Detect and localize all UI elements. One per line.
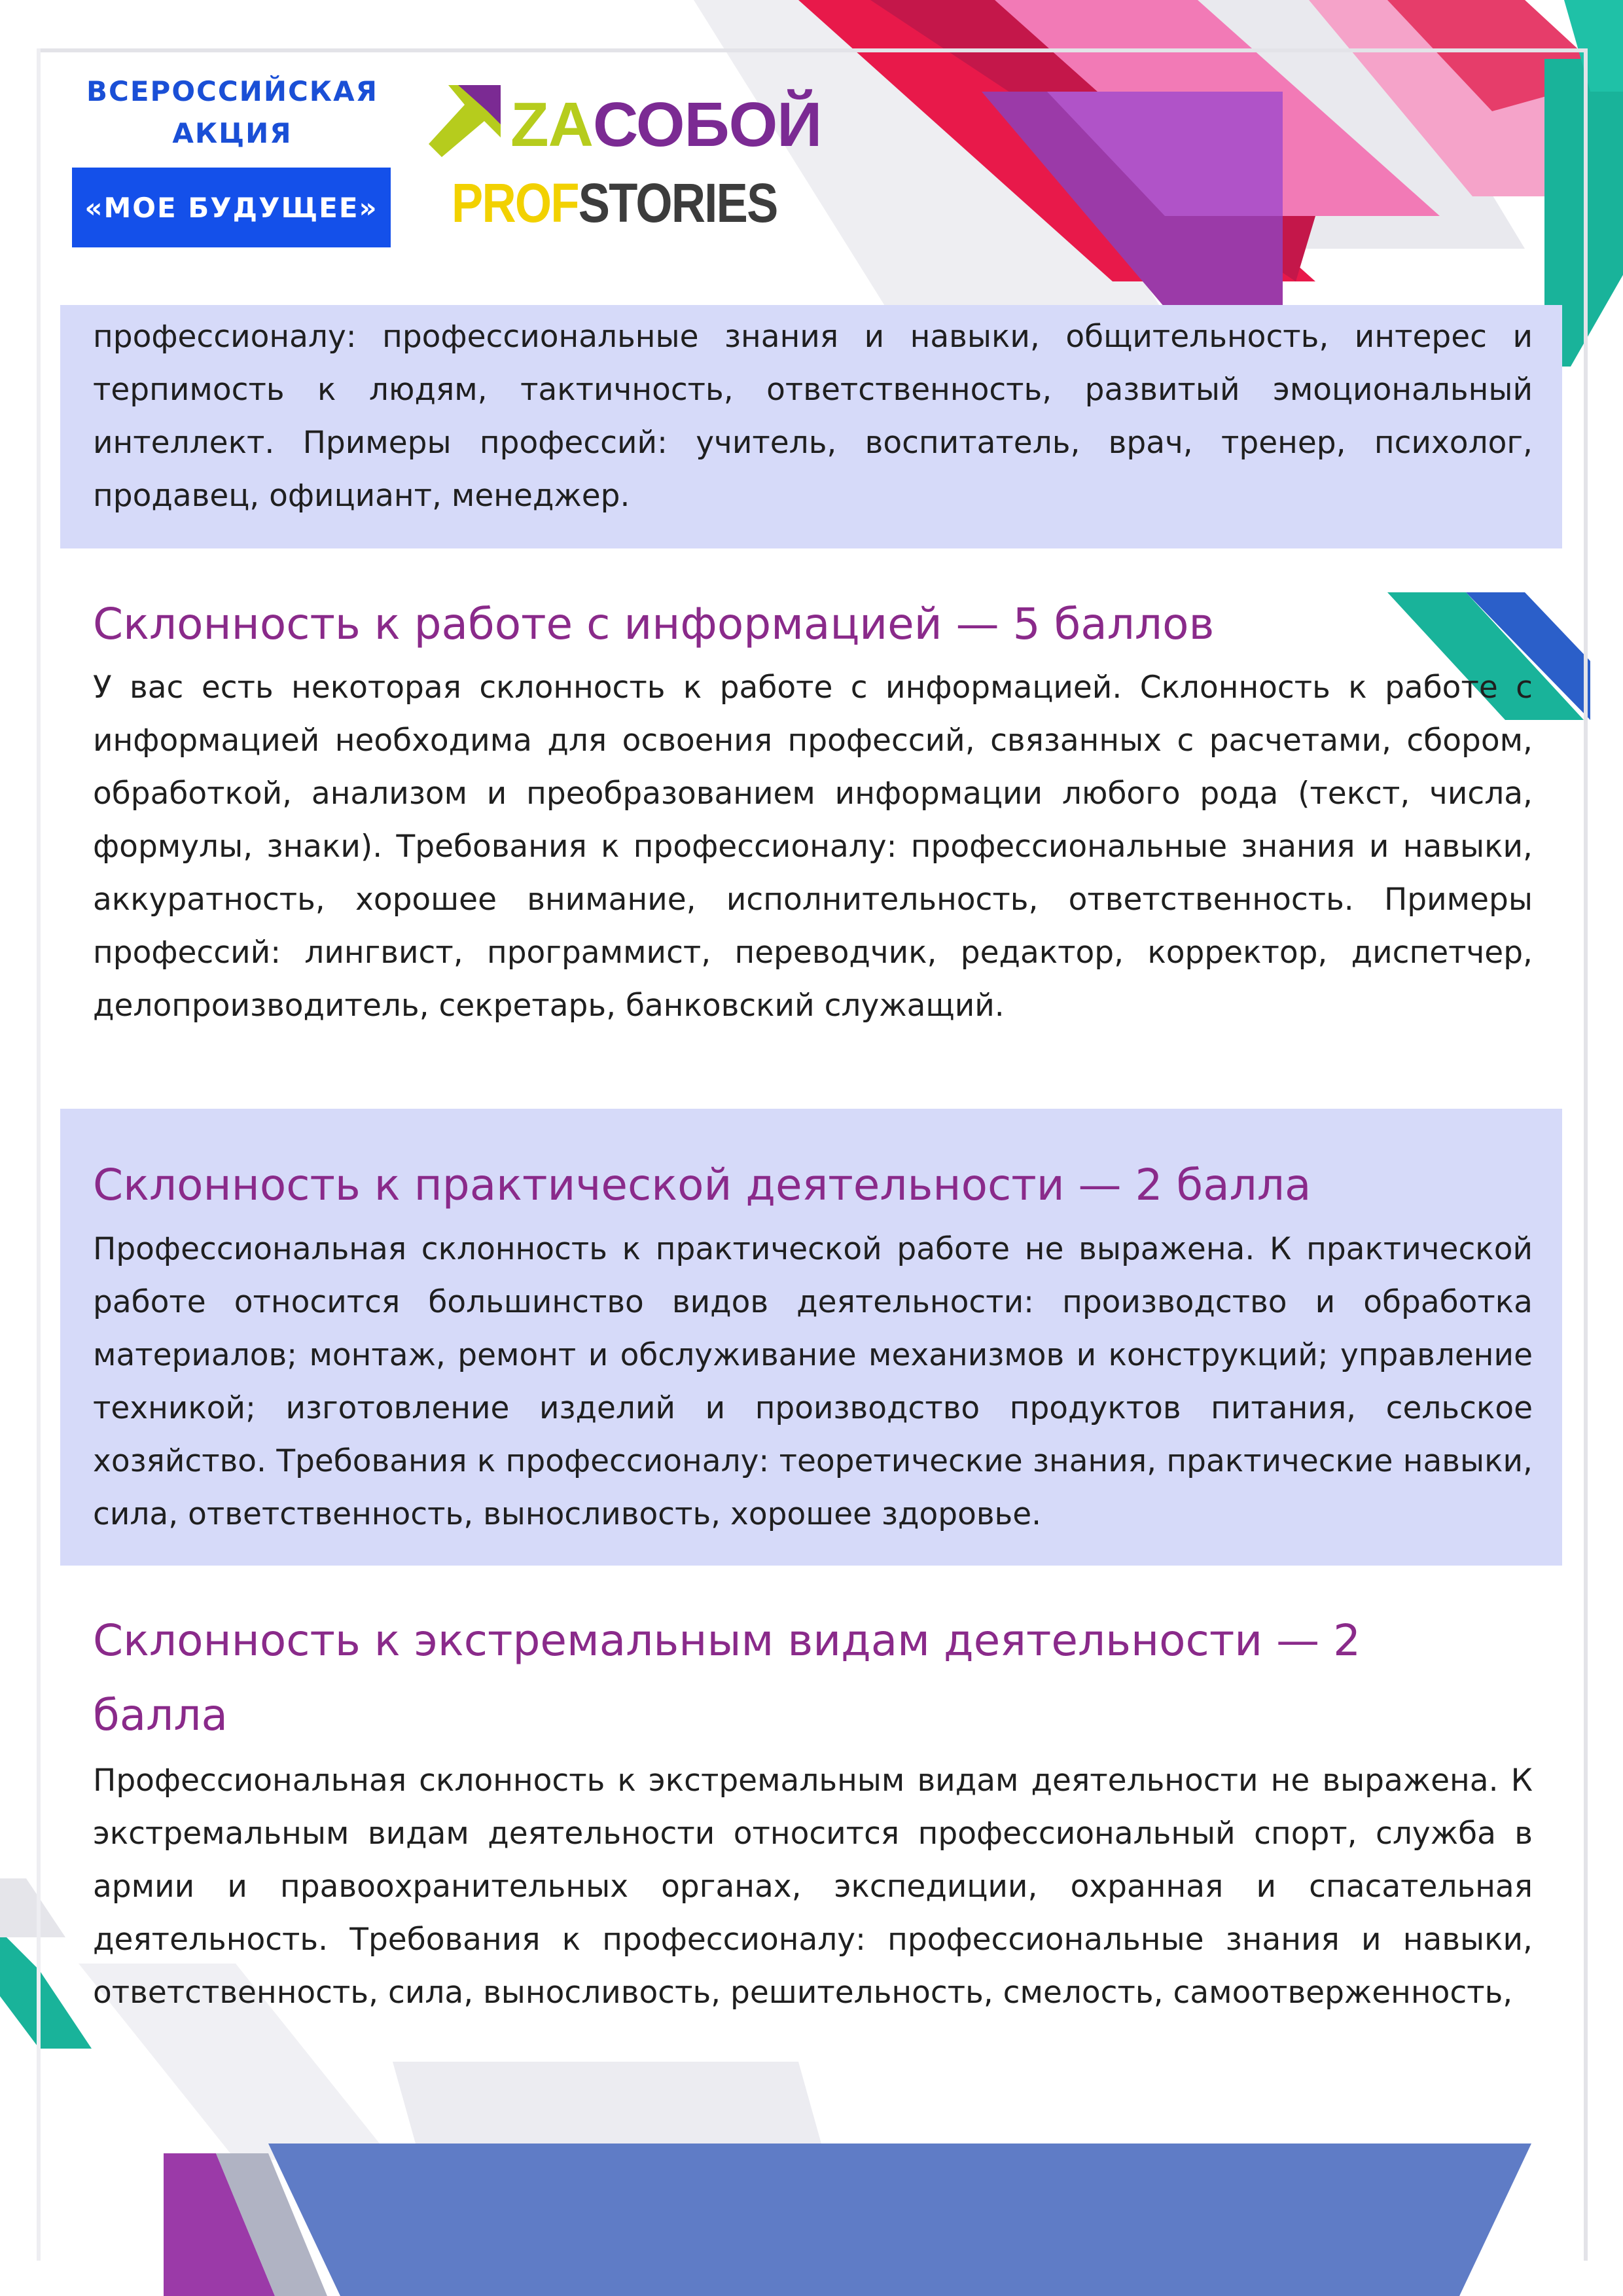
practical-heading: Склонность к практической деятельности — 2 балла: [93, 1160, 1311, 1210]
campaign-title-line2: АКЦИЯ: [172, 117, 293, 149]
brand-profstories: [452, 170, 777, 236]
brand-stories: STORIES: [578, 172, 777, 234]
brand-logo: [429, 79, 822, 242]
brand-zacoboi: [510, 89, 821, 161]
extreme-heading: Склонность к экстремальным видам деятельности — 2 балла: [93, 1615, 1361, 1740]
intro-text: профессионалу: профессиональные знания и навыки, общительность, интерес и терпимость к людям, тактичность, ответственность, развитый эмоциональный интеллект. Примеры профессий: учитель, воспитатель, врач, тренер, психолог, продавец, официант, менеджер.: [93, 319, 1533, 514]
info-heading: Склонность к работе с информацией — 5 баллов: [93, 599, 1215, 649]
frame-line-left: [37, 48, 41, 2261]
campaign-title-line1: ВСЕРОССИЙСКАЯ: [86, 75, 378, 107]
brand-za: ZA: [510, 90, 593, 160]
info-text: У вас есть некоторая склонность к работе с информацией. Склонность к работе с информацией необходима для освоения профессий, связанных с расчетами, сбором, обработкой, анализом и преобразованием информации любого рода (текст, числа, формулы, знаки). Требования к профессионалу: профессиональные знания и навыки, аккуратность, хорошее внимание, исполнительность, ответственность. Примеры профессий: лингвист, программист, переводчик, редактор, корректор, диспетчер, делопроизводитель, секретарь, банковский служащий.: [93, 670, 1533, 1024]
campaign-badge: «МОЕ БУДУЩЕЕ»: [72, 168, 391, 247]
campaign-logo: [72, 71, 393, 247]
arrow-logo-icon: [429, 85, 501, 157]
extreme-text: Профессиональная склонность к экстремальным видам деятельности не выражена. К экстремальным видам деятельности относится профессиональный спорт, служба в армии и правоохранительных органах, экспедиции, охранная и спасательная деятельность. Требования к профессионалу: профессиональные знания и навыки, ответственность, сила, выносливость, решительность, смелость, самоотверженность,: [93, 1763, 1533, 2011]
practical-text: Профессиональная склонность к практической работе не выражена. К практической работе относится большинство видов деятельности: производство и обработка материалов; монтаж, ремонт и обслуживание механизмов и конструкций; управление техникой; изготовление изделий и производство продуктов питания, сельское хозяйство. Требования к профессионалу: теоретические знания, практические навыки, сила, ответственность, выносливость, хорошее здоровье.: [93, 1231, 1533, 1532]
frame-line-right: [1584, 48, 1588, 2261]
frame-line-top: [37, 48, 1588, 52]
brand-prof: PROF: [452, 172, 579, 234]
brand-sobой: СОБОЙ: [592, 90, 822, 160]
